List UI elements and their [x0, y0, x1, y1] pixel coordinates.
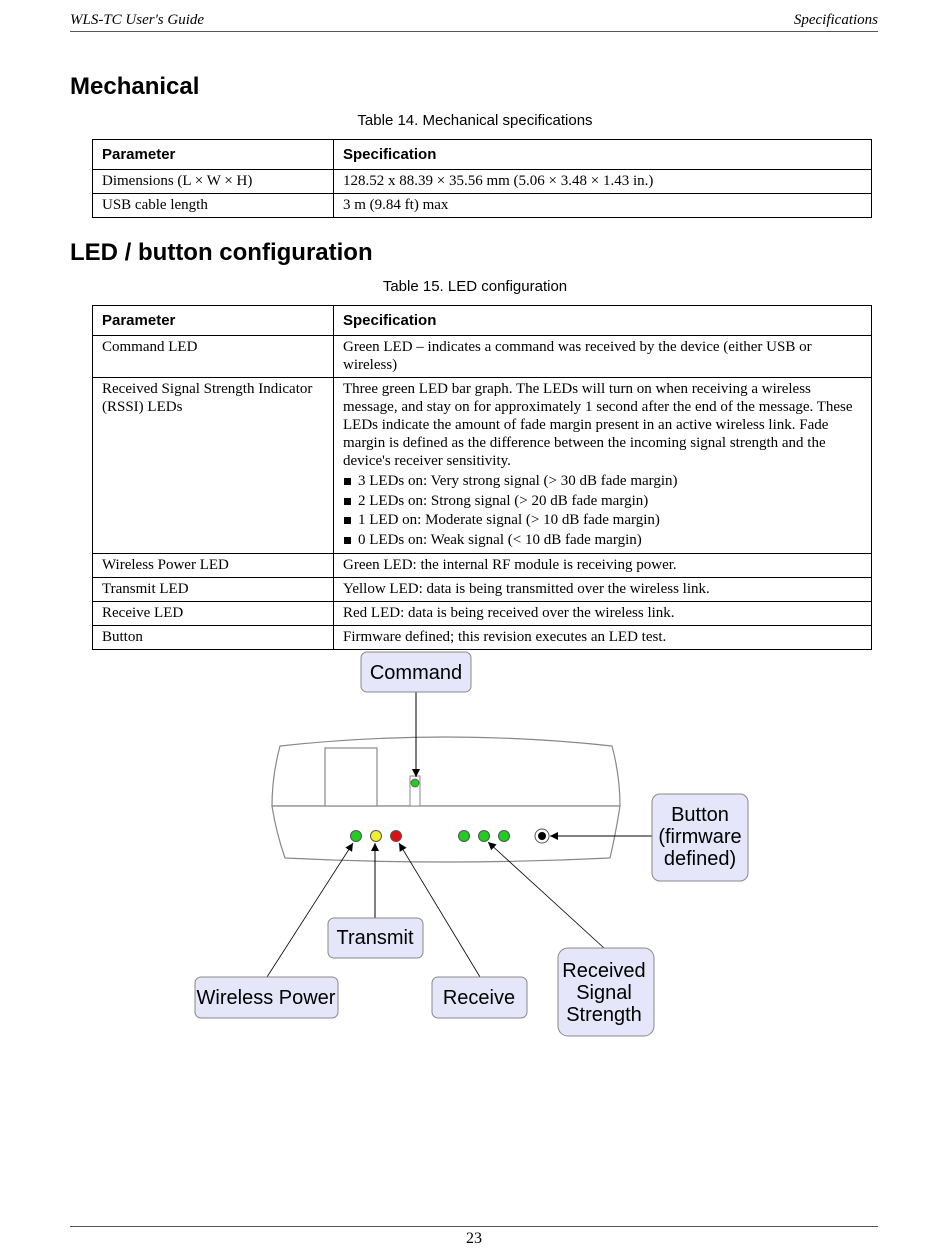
table-row: [93, 336, 872, 378]
mechanical-table: [92, 139, 872, 218]
table-row: [93, 602, 872, 626]
param-cell: Received Signal Strength Indicator (RSSI) LEDs: [93, 378, 334, 554]
receive-led: [391, 831, 402, 842]
callout-rssi: [558, 948, 654, 1036]
running-header: [70, 10, 878, 32]
callout-button-line2: (firmware: [658, 826, 742, 848]
callout-wireless-power: [195, 977, 338, 1018]
page-number: 23: [466, 1230, 482, 1247]
spec-cell: Yellow LED: data is being transmitted over the wireless link.: [334, 578, 872, 602]
led-layout-diagram: [0, 640, 950, 1050]
wireless-power-led: [351, 831, 362, 842]
table-row: [93, 554, 872, 578]
list-item: 3 LEDs on: Very strong signal (> 30 dB fade margin): [343, 472, 862, 492]
column-header-specification: Specification: [334, 306, 872, 336]
callout-button: [652, 794, 748, 881]
header-chapter: Specifications: [793, 12, 878, 28]
param-cell: Command LED: [93, 336, 334, 378]
spec-cell: [334, 378, 872, 554]
column-header-specification: Specification: [334, 140, 872, 170]
header-doc-title: WLS-TC User's Guide: [70, 12, 205, 28]
mechanical-heading: Mechanical: [70, 73, 200, 100]
rssi-led-1: [459, 831, 470, 842]
list-item: 0 LEDs on: Weak signal (< 10 dB fade margin): [343, 531, 862, 551]
spec-cell: 128.52 x 88.39 × 35.56 mm (5.06 × 3.48 × 1.43 in.): [334, 170, 872, 194]
callout-transmit: [328, 918, 423, 958]
table14-caption: Table 14. Mechanical specifications: [357, 112, 593, 129]
table-row: [93, 170, 872, 194]
list-item: 2 LEDs on: Strong signal (> 20 dB fade margin): [343, 492, 862, 512]
rssi-led-2: [479, 831, 490, 842]
list-item: 1 LED on: Moderate signal (> 10 dB fade margin): [343, 511, 862, 531]
rssi-led-3: [499, 831, 510, 842]
firmware-button-center: [538, 832, 546, 840]
spec-cell: Green LED – indicates a command was received by the device (either USB or wireless): [334, 336, 872, 378]
spec-cell: 3 m (9.84 ft) max: [334, 194, 872, 218]
table-header-row: [93, 140, 872, 170]
callout-button-line3: defined): [663, 848, 737, 870]
param-cell: Button: [93, 626, 334, 650]
table-row: [93, 378, 872, 554]
callout-transmit-label: Transmit: [336, 927, 414, 949]
table15-caption: Table 15. LED configuration: [382, 278, 568, 295]
rssi-level-list: [343, 472, 862, 550]
device-enclosure: [272, 737, 620, 862]
param-cell: USB cable length: [93, 194, 334, 218]
callout-receive-label: Receive: [442, 987, 516, 1009]
column-header-parameter: Parameter: [93, 306, 334, 336]
command-led: [411, 779, 419, 787]
table-row: [93, 578, 872, 602]
param-cell: Dimensions (L × W × H): [93, 170, 334, 194]
spec-cell: Green LED: the internal RF module is receiving power.: [334, 554, 872, 578]
callout-rssi-line2: Signal: [576, 982, 632, 1004]
rssi-description: Three green LED bar graph. The LEDs will turn on when receiving a wireless message, and stay on for approximately 1 second after the end of the message. These LEDs indicate the amount of fade margin present in an active wireless link. Fade margin is defined as the difference between the incoming signal strength and the device's receiver sensitivity.: [343, 381, 853, 469]
running-footer: [70, 1226, 878, 1248]
spec-cell: Firmware defined; this revision executes an LED test.: [334, 626, 872, 650]
callout-wireless-power-label: Wireless Power: [196, 987, 336, 1009]
param-cell: Transmit LED: [93, 578, 334, 602]
table-row: [93, 194, 872, 218]
spec-cell: Red LED: data is being received over the wireless link.: [334, 602, 872, 626]
usb-port: [325, 748, 377, 806]
callout-button-line1: Button: [671, 804, 729, 826]
column-header-parameter: Parameter: [93, 140, 334, 170]
callout-receive: [432, 977, 527, 1018]
led-heading: LED / button configuration: [70, 239, 373, 266]
callout-rssi-line3: Strength: [566, 1004, 642, 1026]
param-cell: Wireless Power LED: [93, 554, 334, 578]
transmit-led: [371, 831, 382, 842]
led-table: [92, 305, 872, 650]
param-cell: Receive LED: [93, 602, 334, 626]
callout-command-label: Command: [369, 662, 463, 684]
table-header-row: [93, 306, 872, 336]
callout-rssi-line1: Received: [562, 960, 646, 982]
callout-command: [361, 652, 471, 692]
